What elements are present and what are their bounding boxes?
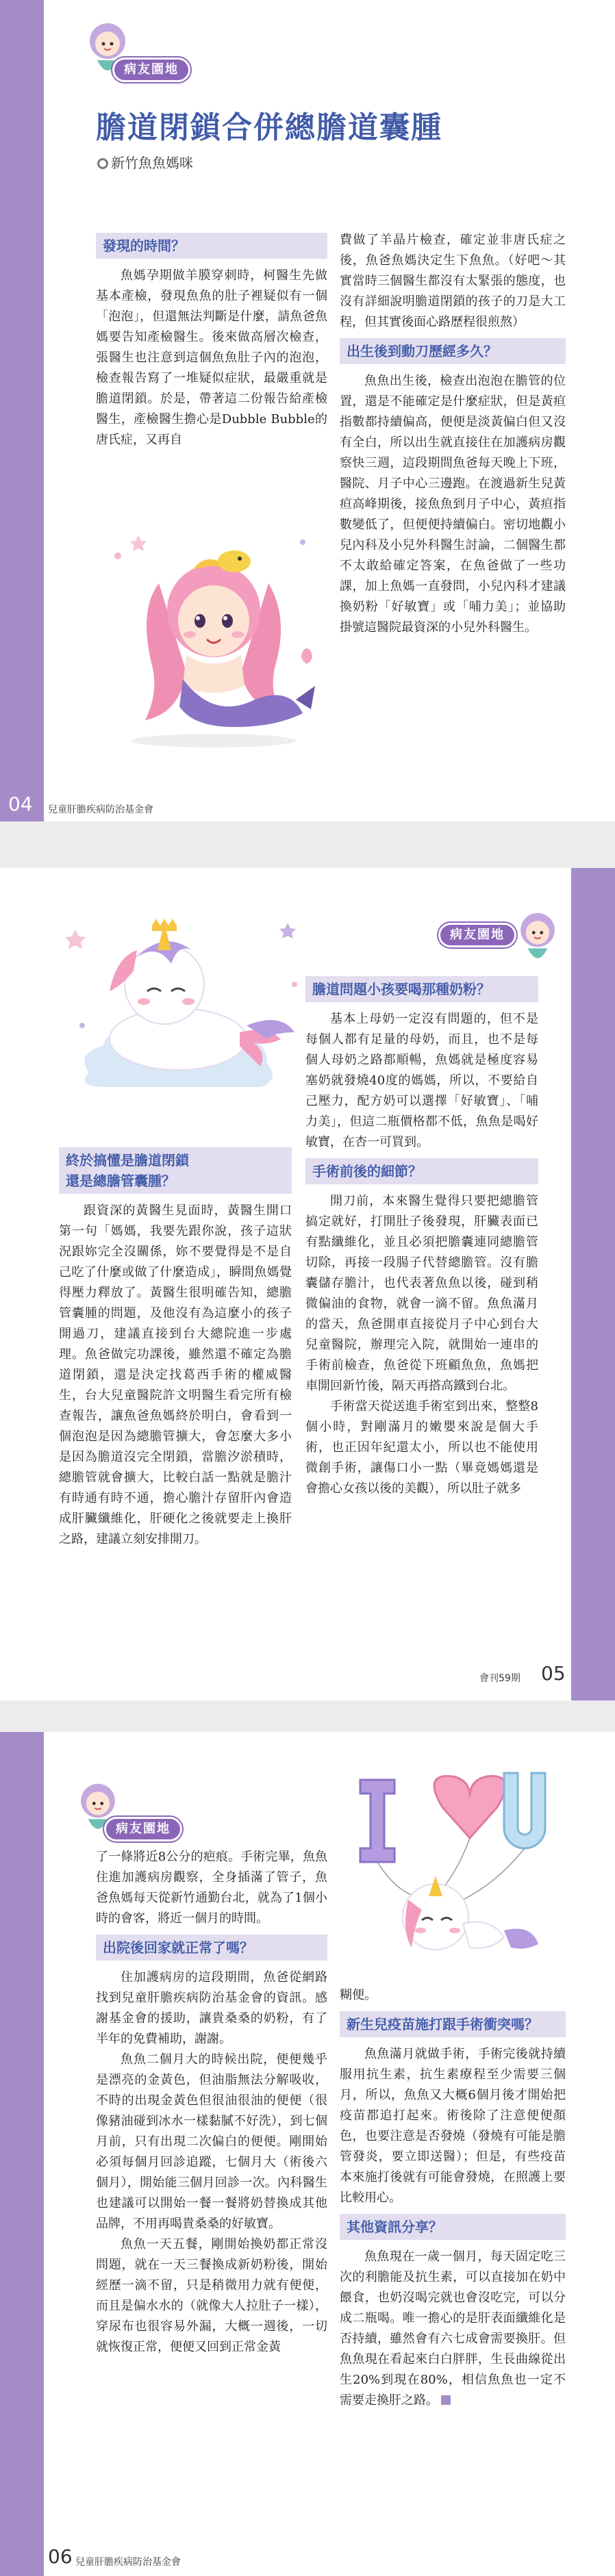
- paragraph: 魚魚現在一歲一個月，每天固定吃三次的利膽能及抗生素，可以直接加在奶中餵食，也奶沒喝完就也會沒吃完，可以分成二瓶喝。唯一擔心的是肝表面纖維化是否持續，雖然會有六七成會需要換肝。但魚魚現在看起來白白胖胖，生長曲線從出生20%到現在80%，相信魚魚也一定不需要走換肝之路。: [340, 2249, 566, 2408]
- column-tag: 病友園地: [112, 58, 190, 82]
- section-heading: 手術前後的細節？: [305, 1158, 538, 1184]
- side-bar-right: [571, 868, 615, 1700]
- paragraph: 魚媽孕期做羊膜穿刺時，柯醫生先做基本產檢，發現魚魚的肚子裡疑似有一個「泡泡」，但還無法判斷是什麼，請魚爸魚媽要告知產檢醫生。後來做高層次檢查，張醫生也注意到這個魚魚肚子內的泡泡，檢查報告寫了一堆疑似症狀，最嚴重就是膽道閉鎖。於是，帶著這二份報告給產檢醫生，產檢醫生擔心是Dubble Bubble的唐氏症，又再自: [96, 268, 327, 447]
- right-column: [305, 971, 538, 1499]
- paragraph: 魚魚一天五餐，剛開始換奶都正常沒問題，就在一天三餐換成新奶粉後，開始經歷一滴不留，只是稍微用力就有便便，而且是偏水水的（就像大人拉肚子一樣），穿尿布也很容易外漏，大概一週後，一切就恢復正常，便便又回到正常金黃: [96, 2237, 327, 2354]
- unicorn-cloud-illustration: [62, 902, 322, 1108]
- column-tag: 病友園地: [104, 1817, 182, 1841]
- page-separator: [0, 821, 615, 868]
- paragraph: 費做了羊晶片檢查，確定並非唐氏症之後，魚爸魚媽決定生下魚魚。（好吧～其實當時三個醫生都沒有太緊張的態度，也沒有詳細說明膽道閉鎖的孩子的刀是大工程，但其實後面心路歷程很煎熬）: [340, 233, 566, 329]
- section-heading: 終於搞懂是膽道閉鎖 還是總膽管囊腫？: [59, 1147, 292, 1194]
- paragraph: 手術當天從送進手術室到出來，整整8個小時，對剛滿月的嫩嬰來說是個大手術，也正因年紀還太小，所以也不能使用微創手術，讓傷口小一點（畢竟媽媽還是會擔心女孩以後的美觀），所以肚子就多: [305, 1399, 538, 1496]
- author-line: [97, 152, 193, 172]
- mermaid-mascot-icon: [508, 909, 567, 968]
- paragraph: 住加護病房的這段期間，魚爸從網路找到兒童肝膽疾病防治基金會的資訊。感謝基金會的援助，讓貴桑桑的奶粉，有了半年的免費補助，謝謝。: [96, 1970, 327, 2046]
- section-heading: 發現的時間？: [96, 233, 327, 259]
- right-column: [340, 1985, 566, 2411]
- side-bar-left: [0, 0, 44, 821]
- footer-text: 兒童肝膽疾病防治基金會: [48, 804, 153, 815]
- paragraph: 糊便。: [340, 1988, 377, 2002]
- section-heading: 膽道問題小孩要喝那種奶粉？: [305, 976, 538, 1002]
- page-separator: [0, 1700, 615, 1732]
- left-column: [96, 1847, 327, 2358]
- section-heading: 新生兒疫苗施打跟手術衝突嗎？: [340, 2011, 566, 2037]
- side-bar-left: [0, 1732, 44, 2576]
- page-06: [0, 1732, 615, 2576]
- page-number: 06: [48, 2545, 73, 2568]
- paragraph: 開刀前，本來醫生覺得只要把總膽管搞定就好，打開肚子後發現，肝臟表面已有點纖維化，並且必須把膽囊連同總膽管切除，再接一段腸子代替總膽管。沒有膽囊儲存膽汁，也代表著魚魚以後，碰到稍微偏油的食物，就會一滴不留。魚魚滿月的當天，魚爸開車直接從月子中心到台大兒童醫院，辦理完入院，就開始一連串的手術前檢查，魚爸從下班顧魚魚，魚媽把車開回新竹後，隔天再搭高鐵到台北。: [305, 1194, 538, 1393]
- paragraph: 魚魚滿月就做手術，手術完後就持續服用抗生素，抗生素療程至少需要三個月，所以，魚魚又大概6個月後才開始把疫苗都追打起來。術後除了注意便便顏色，也要注意是否發燒（發燒有可能是膽管發炎，要立即送醫）；但是，有些疫苗本來施打後就有可能會發燒，在照護上要比較用心。: [340, 2047, 566, 2205]
- paragraph: 跟資深的黃醫生見面時，黃醫生開口第一句「媽媽，我要先跟你說，孩子這狀況跟妳完全沒關係，妳不要覺得是不是自己吃了什麼或做了什麼造成」，瞬間魚媽覺得壓力釋放了。黃醫生很明確告知，總膽管囊腫的問題，及他沒有為這麼小的孩子開過刀，建議直接到台大總院進一步處理。魚爸做完功課後，雖然還不確定為膽道閉鎖，還是決定找葛西手術的權威醫生，台大兒童醫院許文明醫生看完所有檢查報告，讓魚爸魚媽終於明白，會看到一個泡泡是因為總膽管擴大，會怎麼大多小是因為膽道沒完全閉鎖，當膽汐淤積時，總膽管就會擴大，比較白話一點就是膽汁有時通有時不通，擔心膽汁存留肝內會造成肝臟纖維化，肝硬化之後就要走上換肝之路，建議立刻安排開刀。: [59, 1203, 292, 1546]
- page-05: [0, 868, 615, 1700]
- end-mark-icon: [441, 2395, 451, 2405]
- page-number: 05: [541, 1662, 566, 1685]
- right-column: [340, 230, 566, 638]
- paragraph: 魚魚二個月大的時候出院，便便幾乎是漂亮的金黃色，但油脂無法分解吸收，不時的出現金黃色但很油很油的便便（很像豬油碰到冰水一樣黏膩不好洗），到七個月前，只有出現二次偏白的便便。剛開始必須每個月回診追蹤，七個月大（術後六個月），開始能三個月回診一次。內科醫生也建議可以開始一餐一餐將奶替換成其他品牌，不用再喝貴桑桑的好敏寶。: [96, 2052, 327, 2231]
- unicorn-balloon-illustration: [333, 1752, 559, 1958]
- author-bullet-icon: [97, 158, 108, 169]
- section-heading: 出院後回家就正常了嗎？: [96, 1935, 327, 1961]
- column-tag: 病友園地: [438, 923, 516, 947]
- page-number: 04: [8, 793, 33, 815]
- section-heading: 其他資訊分享？: [340, 2214, 566, 2240]
- page-04: [0, 0, 615, 821]
- paragraph: 基本上母奶一定沒有問題的，但不是每個人都有足量的母奶，而且，也不是每個人母奶之路都順暢，魚媽就是極度容易塞奶就發燒40度的媽媽，所以，不要給自己壓力，配方奶可以選擇「好敏寶」、「哺力美」，但這二瓶價格都不低，魚魚是喝好敏寶，在杏一可買到。: [305, 1012, 538, 1149]
- mermaid-illustration: [97, 515, 330, 748]
- page-title: 膽道閉鎖合併總膽道囊腫: [96, 110, 442, 145]
- author-name: 新竹魚魚媽咪: [111, 155, 193, 171]
- left-column: [59, 1142, 292, 1550]
- section-heading: 出生後到動刀歷經多久？: [340, 338, 566, 364]
- left-column: [96, 227, 327, 450]
- paragraph: 魚魚出生後，檢查出泡泡在膽管的位置，還是不能確定是什麼症狀，但是黃疸指數都持續偏高，便便是淡黃偏白但又沒有全白，所以出生就直接住在加護病房觀察快三週，這段期間魚爸每天晚上下班，醫院、月子中心三邊跑。在渡過新生兒黃疸高峰期後，接魚魚到月子中心，黃疸指數變低了，但便便持續偏白。密切地觀小兒內科及小兒外科醫生討論，二個醫生都不太敢給確定答案，在魚爸做了一些功課，加上魚媽一直發問，小兒內科才建議換奶粉「好敏寶」或「哺力美」；並協助掛號這醫院最資深的小兒外科醫生。: [340, 374, 566, 635]
- footer-text: 兒童肝膽疾病防治基金會: [75, 2557, 181, 2568]
- paragraph: 了一條將近8公分的疤痕。手術完畢，魚魚住進加護病房觀察，全身插滿了管子，魚爸魚媽每天從新竹通勤台北，就為了1個小時的會客，將近一個月的時間。: [96, 1850, 327, 1926]
- footer-text: 會刊59期: [479, 1673, 520, 1684]
